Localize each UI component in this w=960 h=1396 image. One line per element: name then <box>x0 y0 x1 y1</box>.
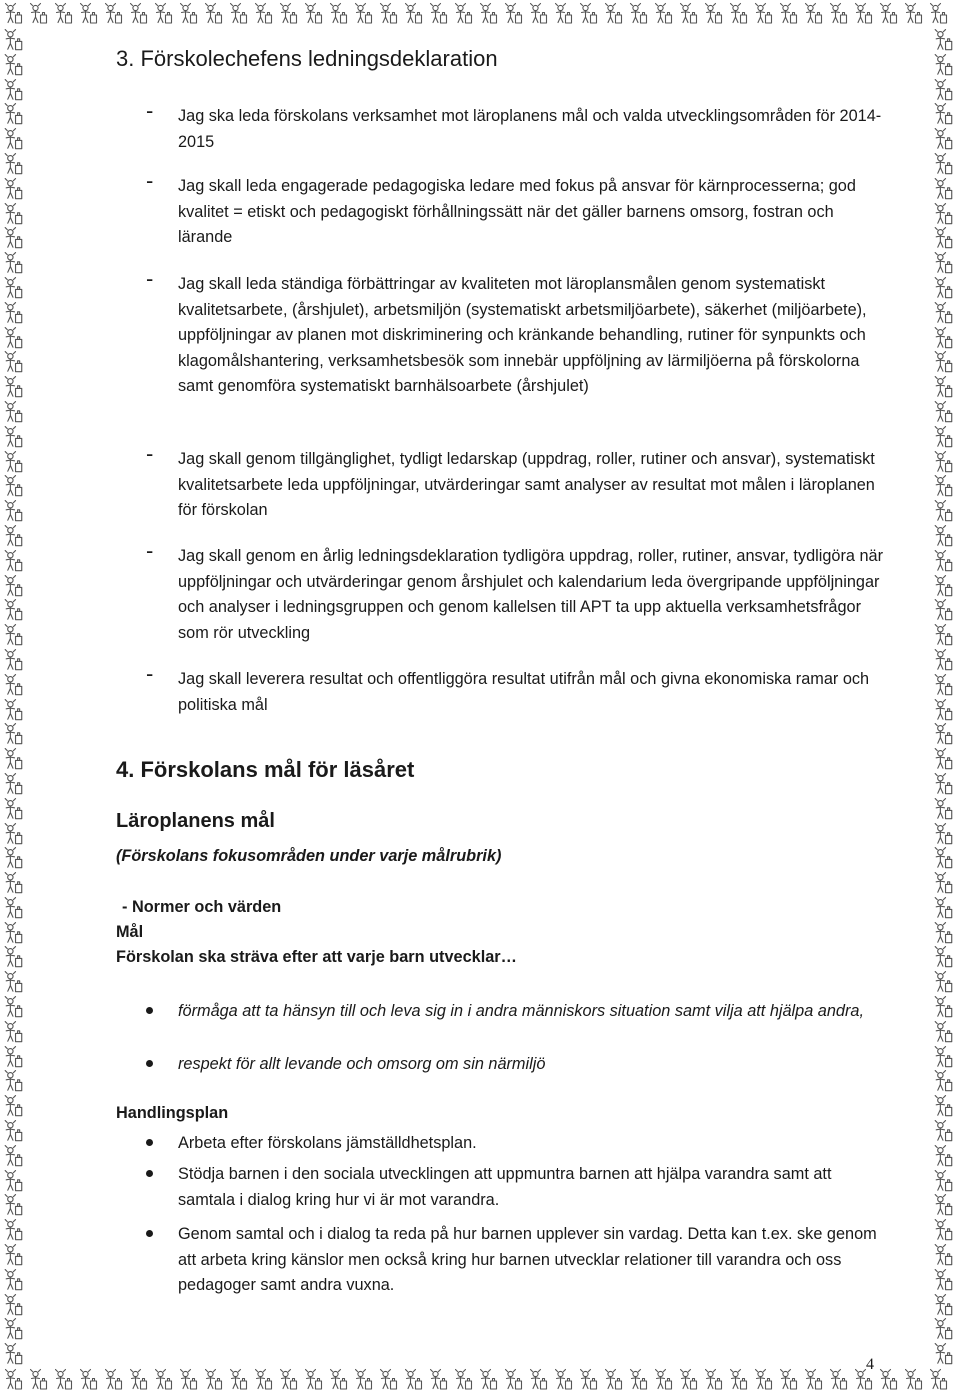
goal-text: respekt för allt levande och omsorg om sin närmiljö <box>178 1055 546 1073</box>
focus-areas-note: (Förskolans fokusområden under varje målrubrik) <box>116 847 502 865</box>
page-number: 4 <box>866 1356 874 1373</box>
dash-marker: - <box>146 266 154 291</box>
goal-label: Mål <box>116 923 144 941</box>
declaration-text: Jag ska leda förskolans verksamhet mot läroplanens mål och valda utvecklingsområden för 2014-2015 <box>178 107 882 151</box>
section-4-heading: 4. Förskolans mål för läsåret <box>116 757 415 782</box>
declaration-text: Jag skall leda engagerade pedagogiska ledare med fokus på ansvar för kärnprocesserna; god kvalitet = etiskt och pedagogiskt förhållningssätt när det gäller barnens omsorg, fostran och lärande <box>178 177 856 246</box>
section-3-heading: 3. Förskolechefens ledningsdeklaration <box>116 46 498 71</box>
dash-marker: - <box>146 441 154 466</box>
action-plan-text: Arbeta efter förskolans jämställdhetsplan. <box>178 1134 477 1152</box>
bullet-icon <box>146 1230 153 1237</box>
dash-marker: - <box>146 661 154 686</box>
goal-intro: Förskolan ska sträva efter att varje barn utvecklar… <box>116 948 517 966</box>
bullet-icon <box>146 1139 153 1146</box>
action-plan-text: Stödja barnen i den sociala utvecklingen att uppmuntra barnen att hjälpa varandra samt att samtala i dialog kring hur vi är mot varandra. <box>178 1165 832 1209</box>
action-plan-heading: Handlingsplan <box>116 1104 229 1122</box>
dash-marker: - <box>146 538 154 563</box>
declaration-text: Jag skall leverera resultat och offentliggöra resultat utifrån mål och givna ekonomiska ramar och politiska mål <box>178 670 870 714</box>
bullet-icon <box>146 1007 153 1014</box>
curriculum-goals-heading: Läroplanens mål <box>116 810 275 832</box>
action-plan-text: Genom samtal och i dialog ta reda på hur barnen upplever sin vardag. Detta kan t.ex. ske genom att arbeta kring känslor men också kring hur barnen utvecklar relationer till varandra och oss pedagoger samt andra vuxna. <box>178 1225 877 1294</box>
dash-marker: - <box>146 98 154 123</box>
norms-values-heading: - Normer och värden <box>122 898 282 916</box>
declaration-text: Jag skall genom en årlig ledningsdeklaration tydligöra uppdrag, roller, rutiner, ansvar, tydligöra när uppföljningar och utvärderingar genom årshjulet och kalendarium leda övergripande uppföljningar och analyser i ledningsgruppen och genom kallelsen till APT ta upp aktuella verksamhetsfrågor som rör utveckling <box>178 547 884 642</box>
goal-text: förmåga att ta hänsyn till och leva sig in i andra människors situation samt vilja att hjälpa andra, <box>178 1002 864 1020</box>
bullet-icon <box>146 1060 153 1067</box>
declaration-text: Jag skall genom tillgänglighet, tydligt ledarskap (uppdrag, roller, rutiner och ansvar), systematiskt kvalitetsarbete leda uppföljningar, utvärderingar samt analyser av resultat mot målen i läroplanen för förskolan <box>178 450 875 519</box>
declaration-text: Jag skall leda ständiga förbättringar av kvaliteten mot läroplansmålen genom systematiskt kvalitetsarbete, (årshjulet), arbetsmiljön (systematiskt arbetsmiljöarbete), säkerhet (miljöarbete), uppföljningar av planen mot diskriminering och kränkande behandling, rutiner för synpunkts och klagomålshantering, verksamhetsbesök som innebär uppföljning av lärmiljöerna på förskolorna samt genomföra systematiskt barnhälsoarbete (årshjulet) <box>178 275 867 395</box>
bullet-icon <box>146 1170 153 1177</box>
dash-marker: - <box>146 168 154 193</box>
